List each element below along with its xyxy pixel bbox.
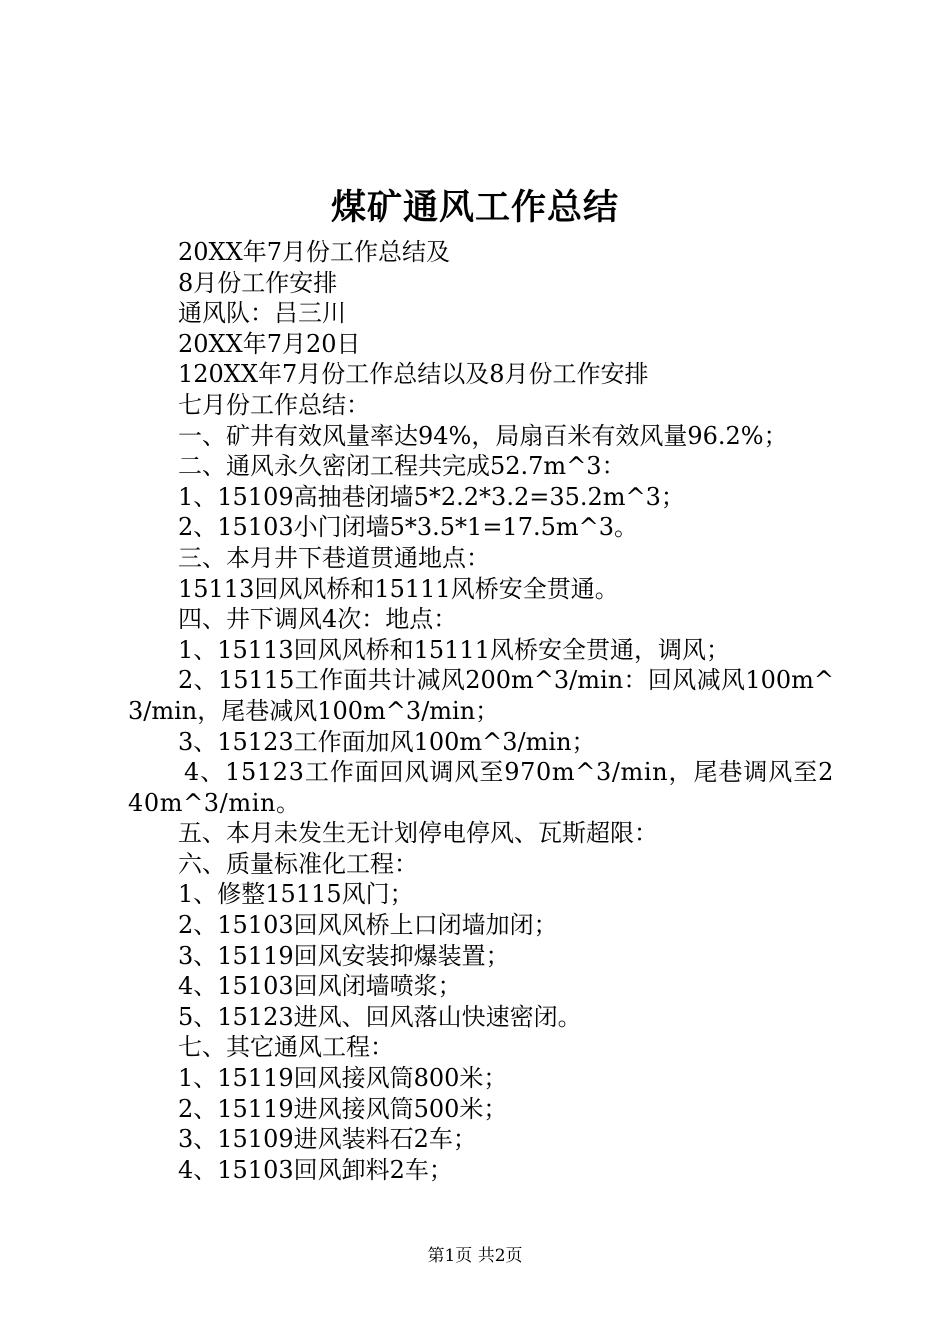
paragraph: 2、15103回风风桥上口闭墙加闭； bbox=[178, 911, 558, 940]
paragraph: 三、本月井下巷道贯通地点： bbox=[178, 543, 490, 572]
paragraph: 一、矿井有效风量率达94%，局扇百米有效风量96.2%； bbox=[178, 421, 788, 450]
paragraph: 四、井下调风4次：地点： bbox=[178, 605, 458, 634]
paragraph: 2、15115工作面共计减风200m^3/min：回风减风100m^3/min，尾巷减风100m^3/min； bbox=[128, 666, 834, 725]
paragraph: 4、15123工作面回风调风至970m^3/min，尾巷调风至240m^3/min。 bbox=[128, 758, 834, 817]
document-title: 煤矿通风工作总结 bbox=[330, 187, 619, 228]
paragraph: 五、本月未发生无计划停电停风、瓦斯超限： bbox=[178, 819, 658, 848]
paragraph: 8月份工作安排 bbox=[178, 268, 338, 297]
paragraph: 3、15119回风安装抑爆装置； bbox=[178, 941, 510, 970]
paragraph: 20XX年7月份工作总结及 bbox=[178, 238, 450, 266]
page-footer: 第1页 共2页 bbox=[427, 1246, 523, 1266]
paragraph: 1、15109高抽巷闭墙5*2.2*3.2=35.2m^3； bbox=[178, 482, 685, 511]
paragraph: 120XX年7月份工作总结以及8月份工作安排 bbox=[178, 360, 649, 389]
paragraph: 七、其它通风工程： bbox=[178, 1033, 394, 1062]
paragraph: 20XX年7月20日 bbox=[178, 329, 361, 358]
paragraph: 2、15119进风接风筒500米； bbox=[178, 1094, 508, 1123]
paragraph: 3、15123工作面加风100m^3/min； bbox=[178, 727, 596, 756]
paragraph: 二、通风永久密闭工程共完成52.7m^3： bbox=[178, 452, 626, 481]
paragraph: 3、15109进风装料石2车； bbox=[178, 1125, 477, 1154]
paragraph: 4、15103回风卸料2车； bbox=[178, 1155, 453, 1184]
paragraph: 六、质量标准化工程： bbox=[178, 849, 418, 878]
paragraph: 1、15119回风接风筒800米； bbox=[178, 1064, 508, 1093]
paragraph: 2、15103小门闭墙5*3.5*1=17.5m^3。 bbox=[178, 513, 639, 542]
paragraph: 4、15103回风闭墙喷浆； bbox=[178, 972, 462, 1001]
paragraph: 15113回风风桥和15111风桥安全贯通。 bbox=[178, 574, 619, 603]
paragraph: 5、15123进风、回风落山快速密闭。 bbox=[178, 1002, 582, 1031]
paragraph: 1、修整15115风门； bbox=[178, 880, 414, 909]
paragraph: 通风队：吕三川 bbox=[178, 299, 346, 328]
paragraph: 1、15113回风风桥和15111风桥安全贯通，调风； bbox=[178, 635, 730, 664]
document-body bbox=[128, 237, 834, 1185]
paragraph: 七月份工作总结： bbox=[178, 390, 370, 419]
